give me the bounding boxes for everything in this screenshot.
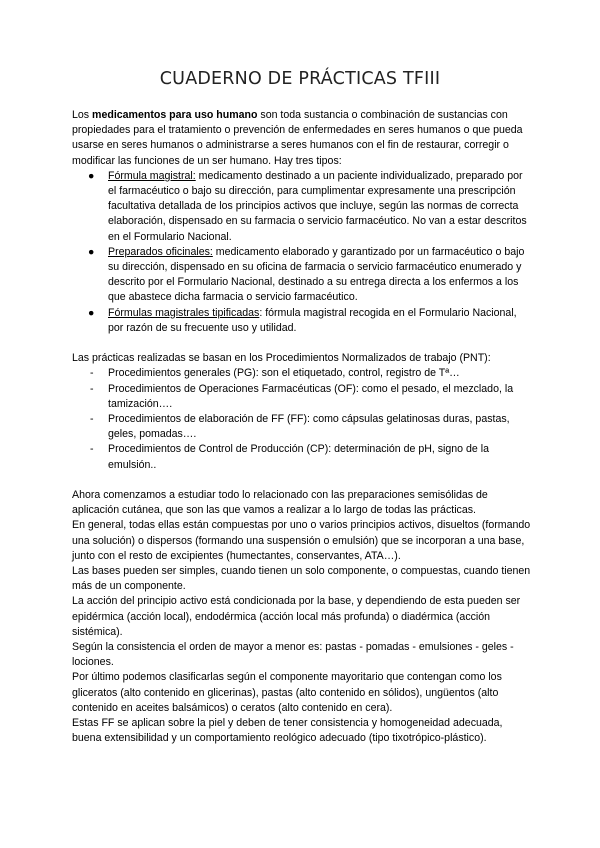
dash-icon: - xyxy=(90,382,94,395)
bullet-icon: ● xyxy=(88,245,95,258)
page-title: CUADERNO DE PRÁCTICAS TFIII xyxy=(159,69,441,89)
intro-bold-term: medicamentos para uso humano xyxy=(92,109,258,121)
spacer xyxy=(72,336,532,351)
procedure-text: Procedimientos de Operaciones Farmacéuticas (OF): como el pesado, el mezclado, la tamización…. xyxy=(108,382,514,410)
list-item xyxy=(72,412,532,442)
procedure-text: Procedimientos generales (PG): son el etiquetado, control, registro de Tª… xyxy=(108,367,460,380)
type-term: Preparados oficinales: xyxy=(108,245,213,258)
bullet-icon: ● xyxy=(88,306,95,319)
intro-prefix: Los xyxy=(72,109,93,121)
types-list xyxy=(72,169,532,336)
list-item xyxy=(72,169,532,245)
type-text: medicamento destinado a un paciente individualizado, preparado por el farmacéutico o bajo su dirección, para cumplimentar expresamente una prescripción facultativa detallada de los principios activos que incluye, según las normas de correcta elaboración, dispensado en su farmacia o servicio farmacéutico. No van a estar descritos en el Formulario Nacional. xyxy=(108,169,527,243)
procedure-text: Procedimientos de Control de Producción (CP): determinación de pH, signo de la emulsión.. xyxy=(108,443,489,471)
list-item xyxy=(72,306,532,336)
list-item xyxy=(72,442,532,472)
type-term: Fórmula magistral: xyxy=(108,169,196,182)
spacer xyxy=(72,473,532,488)
procedure-text: Procedimientos de elaboración de FF (FF): como cápsulas gelatinosas duras, pastas, geles, pomadas…. xyxy=(108,413,510,441)
type-term: Fórmulas magistrales tipificadas xyxy=(108,306,260,319)
list-item xyxy=(72,382,532,412)
list-item xyxy=(72,366,532,381)
bullet-icon: ● xyxy=(88,169,95,182)
document-body xyxy=(72,108,532,747)
dash-icon: - xyxy=(90,367,94,380)
body-paragraph: La acción del principio activo está condicionada por la base, y dependiendo de esta pueden ser epidérmica (acción local), endodérmica (acción local más profunda) o diadérmica (acción sistémica). xyxy=(72,595,521,638)
body-paragraph: Las bases pueden ser simples, cuando tienen un solo componente, o compuestas, cuando tienen más de un componente. xyxy=(72,565,531,593)
body-paragraph: Estas FF se aplican sobre la piel y deben de tener consistencia y homogeneidad adecuada, buena extensibilidad y un comportamiento reológico adecuado (tipo tixotrópico-plástico). xyxy=(72,717,503,745)
type-text: medicamento elaborado y garantizado por un farmacéutico o bajo su dirección, dispensado en su oficina de farmacia o servicio farmacéutico enumerado y descrito por el Formulario Nacional, destinado a su entrega directa a los enfermos a los que abastece dicha farmacia o servicio farmacéutico. xyxy=(108,245,525,304)
body-paragraph: Por último podemos clasificarlas según el componente mayoritario que contengan como los gliceratos (alto contenido en glicerinas), pastas (alto contenido en sólidos), ungüentos (alto contenido en aceites balsámicos) o ceratos (alto contenido en cera). xyxy=(72,671,502,714)
intro-paragraph xyxy=(72,108,532,169)
practicas-intro: Las prácticas realizadas se basan en los Procedimientos Normalizados de trabajo (PNT): xyxy=(72,352,491,365)
body-paragraph: Ahora comenzamos a estudiar todo lo relacionado con las preparaciones semisólidas de aplicación cutánea, que son las que vamos a realizar a lo largo de todas las prácticas. xyxy=(72,489,488,517)
procedures-list xyxy=(72,366,532,472)
body-paragraph: Según la consistencia el orden de mayor a menor es: pastas - pomadas - emulsiones - geles - lociones. xyxy=(72,641,514,669)
dash-icon: - xyxy=(90,413,94,426)
list-item xyxy=(72,245,532,306)
type-text: : fórmula magistral recogida en el Formulario Nacional, por razón de su frecuente uso y utilidad. xyxy=(108,306,517,334)
intro-text: son toda sustancia o combinación de sustancias con propiedades para el tratamiento o prevención de enfermedades en seres humanos o que pueda usarse en seres humanos o administrarse a seres humanos con el fin de restaurar, corregir o modificar las funciones de un ser humano. Hay tres tipos: xyxy=(72,109,523,167)
dash-icon: - xyxy=(90,443,94,456)
body-paragraph: En general, todas ellas están compuestas por uno o varios principios activos, disueltos (formando una solución) o dispersos (formando una suspensión o emulsión) que se incorporan a una base, junto con el resto de excipientes (humectantes, conservantes, ATA…). xyxy=(72,519,531,562)
